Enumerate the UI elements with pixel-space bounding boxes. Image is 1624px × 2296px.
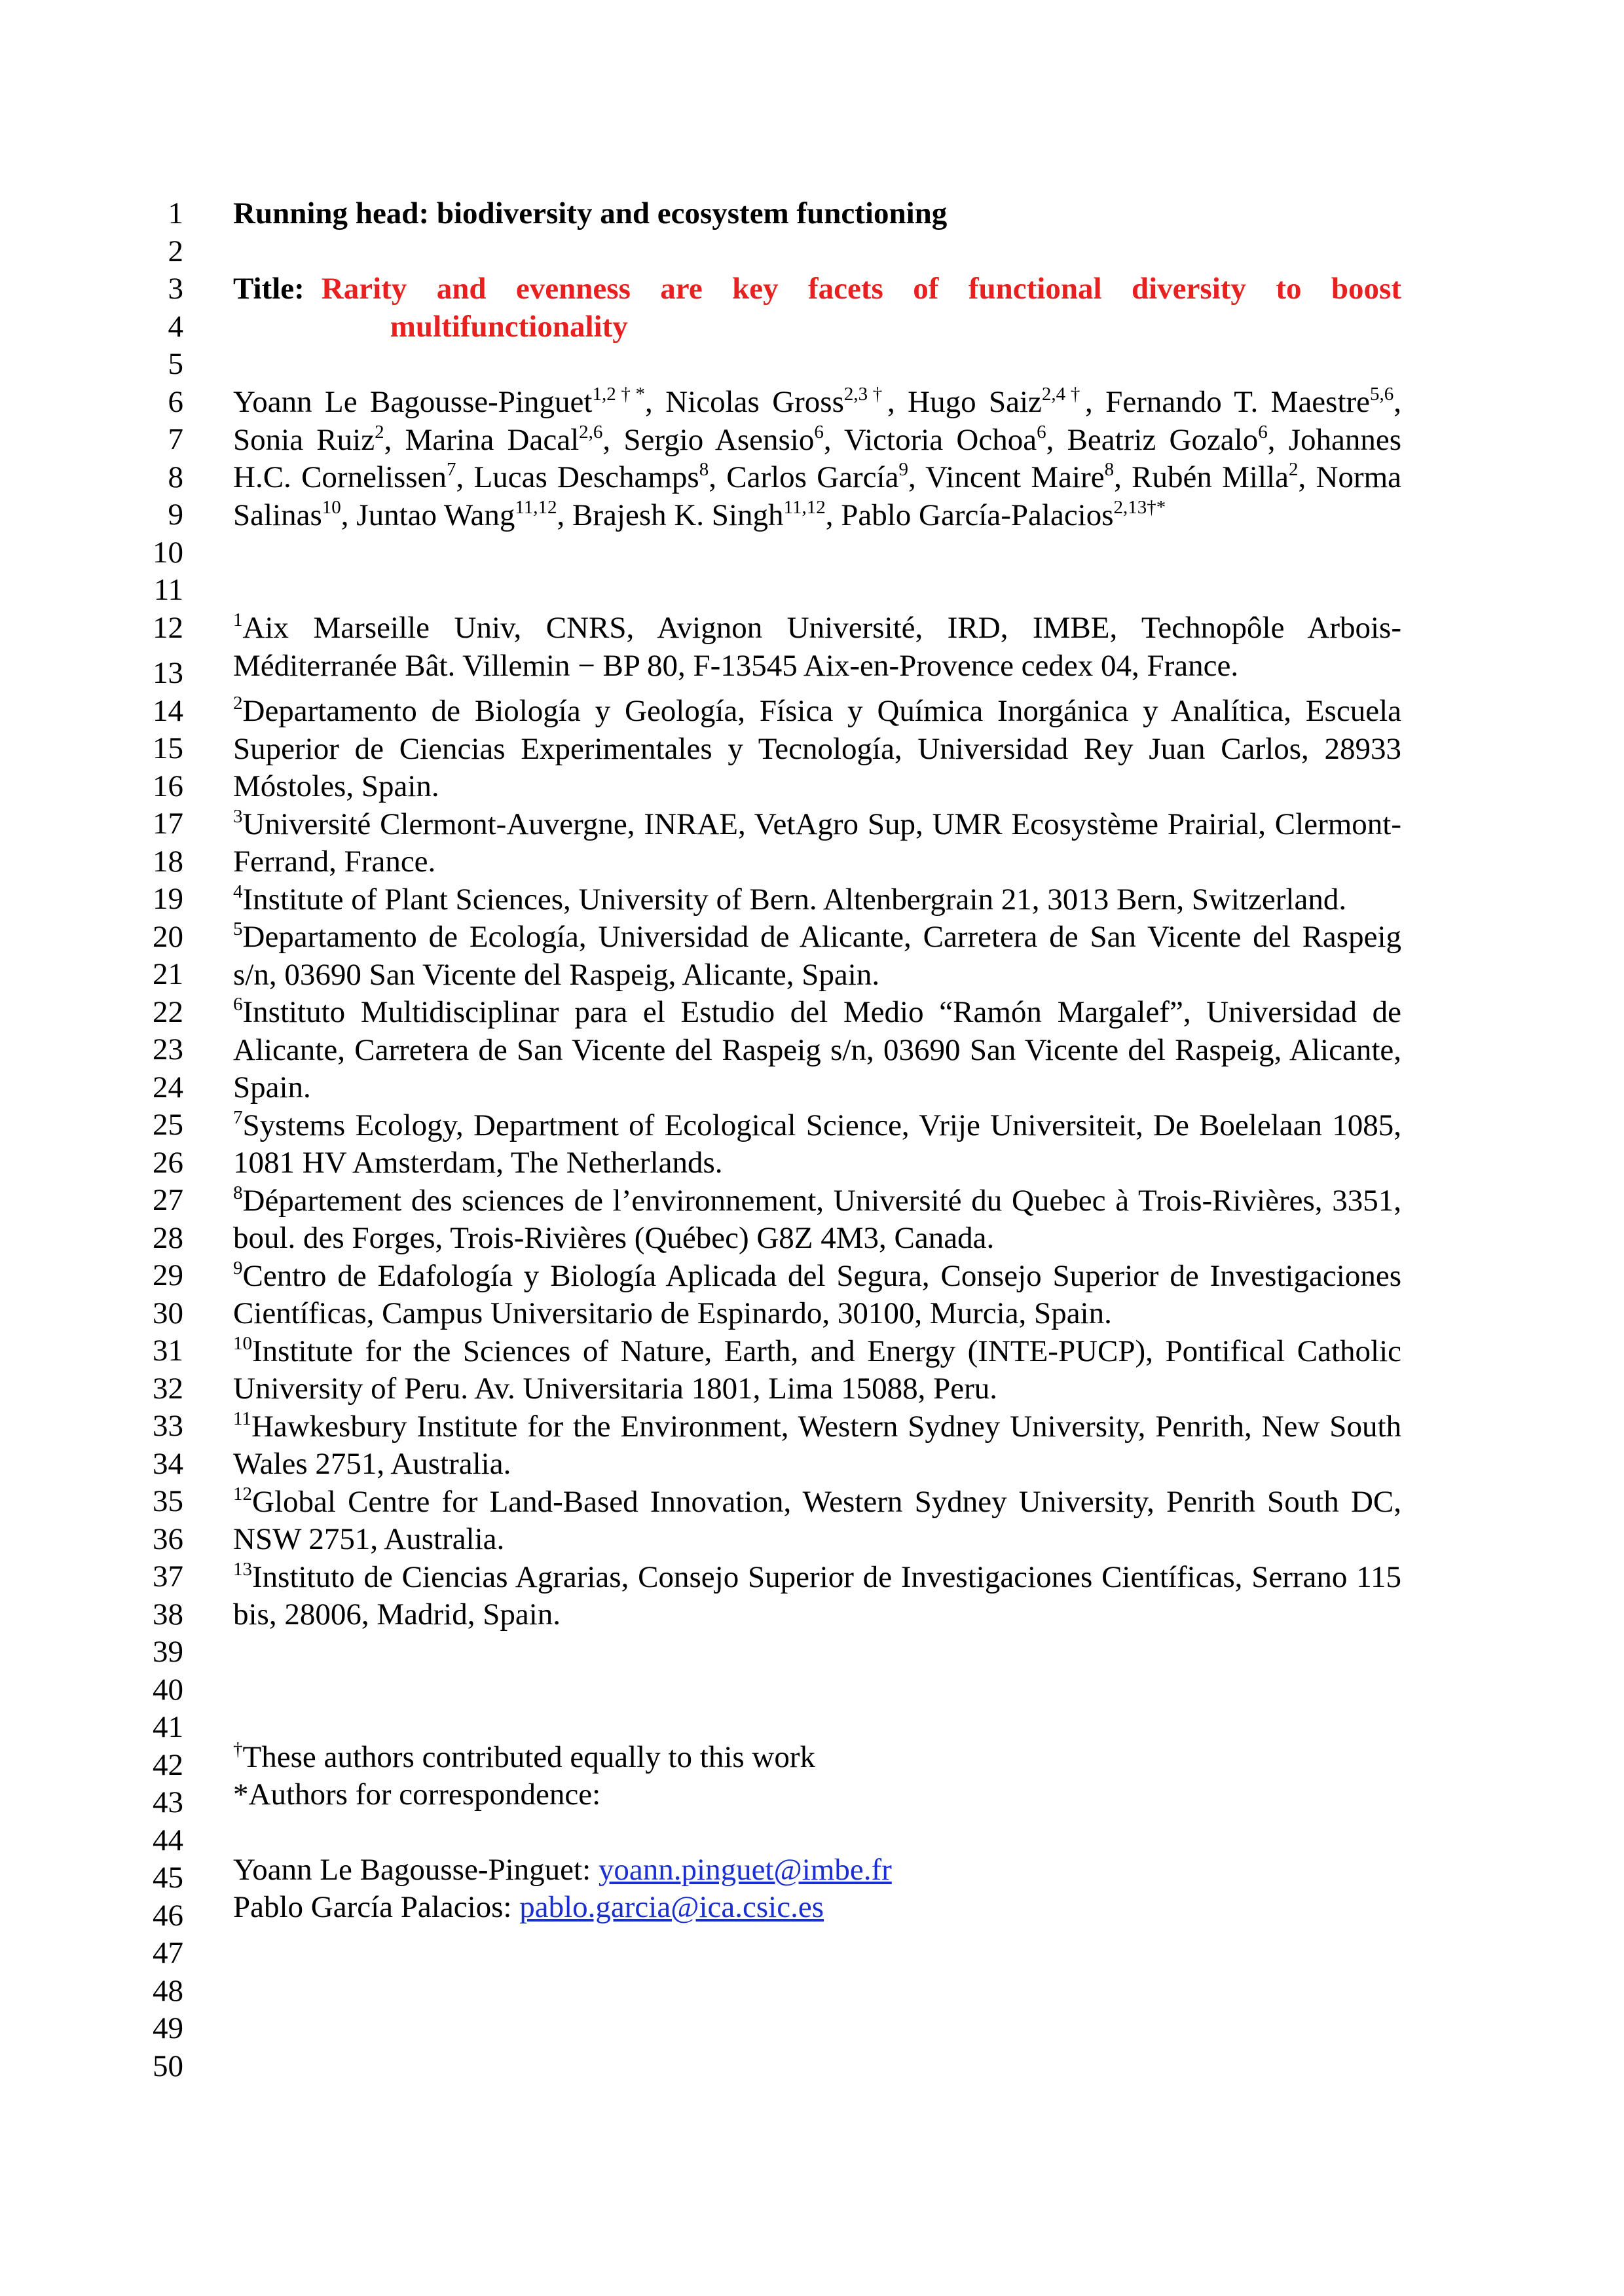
affiliation-number: 12 bbox=[233, 1483, 252, 1504]
author-list bbox=[233, 384, 1401, 534]
affiliation bbox=[233, 610, 1401, 685]
email-link[interactable]: pablo.garcia@ica.csic.es bbox=[519, 1890, 824, 1924]
affiliation-number: 13 bbox=[233, 1558, 252, 1580]
author-separator: , bbox=[1085, 385, 1106, 419]
author-separator: , bbox=[384, 422, 405, 457]
author-separator: , bbox=[341, 498, 357, 532]
line-number: 50 bbox=[153, 2049, 183, 2083]
author-name: Fernando T. Maestre bbox=[1105, 385, 1371, 419]
line-number: 34 bbox=[153, 1446, 183, 1481]
line-number: 49 bbox=[153, 2011, 183, 2045]
title-line-1: Rarity and evenness are key facets of functional diversity to boost bbox=[321, 272, 1401, 306]
line-number: 31 bbox=[153, 1334, 183, 1368]
author-affiliation-marker: 2 bbox=[1288, 459, 1299, 480]
affiliation-text: Institute for the Sciences of Nature, Earth, and Energy (INTE-PUCP), Pontifical Catholic University of Peru. Av. Universitaria 1801, Lima 15088, Peru. bbox=[233, 1334, 1401, 1406]
author-affiliation-marker: 5,6 bbox=[1370, 384, 1394, 405]
contact-name: Yoann Le Bagousse-Pinguet: bbox=[233, 1853, 599, 1887]
author-affiliation-marker: 11,12 bbox=[783, 496, 826, 518]
affiliation bbox=[233, 1408, 1401, 1484]
line-number: 22 bbox=[153, 994, 183, 1029]
author bbox=[405, 423, 624, 457]
author-name: Brajesh K. Singh bbox=[572, 498, 784, 532]
author-name: Pablo García-Palacios bbox=[841, 498, 1114, 532]
author-separator: , bbox=[602, 422, 624, 457]
line-number: 27 bbox=[153, 1183, 183, 1217]
author bbox=[1067, 423, 1289, 457]
author-name: Carlos García bbox=[726, 460, 899, 494]
affiliation bbox=[233, 919, 1401, 994]
affiliation-number: 7 bbox=[233, 1106, 243, 1128]
line-number: 4 bbox=[168, 309, 183, 344]
line-number: 12 bbox=[153, 610, 183, 645]
contact-name: Pablo García Palacios: bbox=[233, 1890, 520, 1924]
author-affiliation-marker: 2,4† bbox=[1041, 384, 1086, 405]
author-separator: , bbox=[825, 498, 841, 532]
author bbox=[726, 460, 925, 494]
author-affiliation-marker: 8 bbox=[1104, 459, 1115, 480]
line-number: 40 bbox=[153, 1672, 183, 1707]
author-affiliation-marker: 2 bbox=[375, 421, 384, 443]
author-name: Nicolas Gross bbox=[665, 385, 844, 419]
line-number: 37 bbox=[153, 1559, 183, 1594]
author-name: Rubén Milla bbox=[1132, 460, 1289, 494]
author-affiliation-marker: 2,6 bbox=[579, 421, 603, 443]
author-name: Sergio Asensio bbox=[623, 422, 815, 457]
author-affiliation-marker: 2,3† bbox=[843, 384, 887, 405]
author-separator: , bbox=[645, 385, 666, 419]
affiliation bbox=[233, 1182, 1401, 1258]
line-number: 36 bbox=[153, 1522, 183, 1556]
affiliation-number: 8 bbox=[233, 1182, 243, 1203]
author-name: Juntao Wang bbox=[356, 498, 515, 532]
affiliation-number: 6 bbox=[233, 994, 243, 1015]
author bbox=[623, 423, 844, 457]
author-name: Sonia Ruiz bbox=[233, 422, 375, 457]
author bbox=[233, 423, 405, 457]
line-number: 15 bbox=[153, 731, 183, 765]
author-name: Yoann Le Bagousse-Pinguet bbox=[233, 385, 593, 419]
line-number: 28 bbox=[153, 1220, 183, 1255]
author-separator: , bbox=[1046, 422, 1067, 457]
affiliation-number: 9 bbox=[233, 1257, 243, 1279]
line-number: 46 bbox=[153, 1898, 183, 1933]
author bbox=[572, 498, 841, 532]
author bbox=[844, 423, 1067, 457]
line-number: 35 bbox=[153, 1484, 183, 1518]
line-number: 38 bbox=[153, 1597, 183, 1631]
author-name: Lucas Deschamps bbox=[473, 460, 699, 494]
affiliation bbox=[233, 994, 1401, 1107]
line-number: 1 bbox=[168, 196, 183, 230]
line-number: 23 bbox=[153, 1032, 183, 1066]
author-separator: , bbox=[1298, 460, 1316, 494]
author bbox=[841, 498, 1166, 532]
author-separator: , bbox=[456, 460, 474, 494]
author-affiliation-marker: 6 bbox=[814, 421, 824, 443]
affiliation-text: Departamento de Biología y Geología, Física y Química Inorgánica y Analítica, Escuela Superior de Ciencias Experimentales y Tecnología, Universidad Rey Juan Carlos, 28933 Móstoles, Spain. bbox=[233, 694, 1401, 803]
email-link[interactable]: yoann.pinguet@imbe.fr bbox=[598, 1853, 892, 1887]
equal-contribution-text: These authors contributed equally to this work bbox=[242, 1740, 816, 1774]
line-number: 26 bbox=[153, 1145, 183, 1180]
author-separator: , bbox=[1393, 385, 1402, 419]
affiliation-text: Centro de Edafología y Biología Aplicada del Segura, Consejo Superior de Investigaciones Científicas, Campus Universitario de Espinardo, 30100, Murcia, Spain. bbox=[233, 1258, 1401, 1330]
author-affiliation-marker: 8 bbox=[699, 459, 709, 480]
line-number: 17 bbox=[153, 807, 183, 841]
line-number: 5 bbox=[168, 347, 183, 381]
affiliation-text: Institute of Plant Sciences, University of Bern. Altenbergrain 21, 3013 Bern, Switzerland. bbox=[242, 882, 1347, 917]
affiliation-number: 5 bbox=[233, 919, 243, 939]
affiliation bbox=[233, 693, 1401, 806]
affiliation-text: Global Centre for Land-Based Innovation, Western Sydney University, Penrith South DC, NSW 2751, Australia. bbox=[233, 1484, 1401, 1556]
affiliation-list bbox=[233, 610, 1401, 1634]
affiliation-text: Instituto de Ciencias Agrarias, Consejo Superior de Investigaciones Científicas, Serrano 115 bis, 28006, Madrid, Spain. bbox=[233, 1559, 1401, 1631]
line-number: 39 bbox=[153, 1635, 183, 1669]
line-number: 2 bbox=[168, 234, 183, 268]
contact-2 bbox=[233, 1889, 1401, 1927]
affiliation-number: 11 bbox=[233, 1408, 251, 1429]
author bbox=[233, 385, 665, 419]
author bbox=[474, 460, 727, 494]
author-separator: , bbox=[823, 422, 844, 457]
line-number: 7 bbox=[168, 422, 183, 456]
equal-contribution-note bbox=[233, 1739, 1401, 1777]
author-separator: , bbox=[1114, 460, 1132, 494]
line-number: 13 bbox=[153, 656, 183, 690]
line-number: 21 bbox=[153, 957, 183, 991]
author-name: Vincent Maire bbox=[925, 460, 1105, 494]
line-number: 44 bbox=[153, 1823, 183, 1857]
affiliation-text: Département des sciences de l’environnement, Université du Quebec à Trois-Rivières, 3351, boul. des Forges, Trois-Rivières (Québec) G8Z 4M3, Canada. bbox=[233, 1183, 1401, 1255]
author-separator: , bbox=[1267, 422, 1289, 457]
line-number: 3 bbox=[168, 272, 183, 306]
author bbox=[1105, 385, 1401, 419]
line-number: 41 bbox=[153, 1710, 183, 1744]
line-number: 29 bbox=[153, 1258, 183, 1292]
dagger-mark: † bbox=[233, 1739, 243, 1760]
line-number: 9 bbox=[168, 498, 183, 532]
author-name: Johannes H.C. Cornelissen bbox=[233, 422, 1402, 494]
author-affiliation-marker: 2,13†* bbox=[1113, 496, 1166, 518]
line-number: 47 bbox=[153, 1936, 183, 1970]
affiliation-text: Systems Ecology, Department of Ecological Science, Vrije Universiteit, De Boelelaan 1085, 1081 HV Amsterdam, The Netherlands. bbox=[233, 1108, 1401, 1180]
author-affiliation-marker: 10 bbox=[322, 496, 341, 518]
affiliation bbox=[233, 806, 1401, 881]
affiliation-number: 1 bbox=[233, 610, 243, 630]
line-number: 24 bbox=[153, 1070, 183, 1104]
line-number: 45 bbox=[153, 1861, 183, 1895]
line-number: 20 bbox=[153, 919, 183, 954]
author-separator: , bbox=[709, 460, 727, 494]
affiliation-number: 4 bbox=[233, 881, 243, 902]
author-affiliation-marker: 7 bbox=[447, 459, 456, 480]
affiliation-text: Université Clermont-Auvergne, INRAE, VetAgro Sup, UMR Ecosystème Prairial, Clermont-Ferrand, France. bbox=[233, 807, 1401, 879]
affiliation bbox=[233, 1333, 1401, 1408]
affiliation-text: Hawkesbury Institute for the Environment, Western Sydney University, Penrith, New South Wales 2751, Australia. bbox=[233, 1409, 1401, 1481]
affiliation bbox=[233, 881, 1401, 919]
affiliation-text: Departamento de Ecología, Universidad de Alicante, Carretera de San Vicente del Raspeig s/n, 03690 San Vicente del Raspeig, Alicante, Spain. bbox=[233, 920, 1401, 992]
line-number: 43 bbox=[153, 1785, 183, 1819]
line-number: 25 bbox=[153, 1108, 183, 1142]
line-number: 18 bbox=[153, 844, 183, 879]
affiliation bbox=[233, 1484, 1401, 1559]
author-affiliation-marker: 9 bbox=[898, 459, 908, 480]
line-number: 11 bbox=[153, 573, 183, 607]
line-number: 6 bbox=[168, 384, 183, 419]
line-number: 19 bbox=[153, 882, 183, 916]
author bbox=[1132, 460, 1316, 494]
author-affiliation-marker: 6 bbox=[1258, 421, 1268, 443]
line-number: 14 bbox=[153, 693, 183, 728]
author-separator: , bbox=[887, 385, 908, 419]
author bbox=[665, 385, 908, 419]
author-affiliation-marker: 1,2†* bbox=[592, 384, 646, 405]
author bbox=[925, 460, 1132, 494]
author-name: Norma Salinas bbox=[233, 460, 1402, 532]
line-number: 33 bbox=[153, 1409, 183, 1443]
title-block bbox=[233, 270, 1401, 346]
author bbox=[908, 385, 1105, 419]
line-number: 16 bbox=[153, 769, 183, 803]
author-affiliation-marker: 6 bbox=[1037, 421, 1046, 443]
line-number: 32 bbox=[153, 1371, 183, 1406]
affiliation-number: 3 bbox=[233, 805, 243, 827]
author-separator: , bbox=[557, 498, 573, 532]
affiliation-text: Aix Marseille Univ, CNRS, Avignon Université, IRD, IMBE, Technopôle Arbois-Méditerranée Bât. Villemin − BP 80, F-13545 Aix-en-Provence cedex 04, France. bbox=[233, 611, 1401, 683]
author-name: Hugo Saiz bbox=[908, 385, 1042, 419]
line-number: 42 bbox=[153, 1747, 183, 1782]
title-label: Title: bbox=[233, 272, 304, 306]
line-number: 48 bbox=[153, 1973, 183, 2008]
author-name: Victoria Ochoa bbox=[843, 422, 1037, 457]
title-line-2: multifunctionality bbox=[390, 309, 628, 344]
affiliation bbox=[233, 1258, 1401, 1333]
author bbox=[356, 498, 572, 532]
affiliation bbox=[233, 1107, 1401, 1182]
affiliation bbox=[233, 1559, 1401, 1634]
contact-1 bbox=[233, 1851, 1401, 1889]
correspondence-label: *Authors for correspondence: bbox=[233, 1777, 601, 1812]
author-affiliation-marker: 11,12 bbox=[515, 496, 557, 518]
running-head: Running head: biodiversity and ecosystem functioning bbox=[233, 196, 948, 230]
affiliation-text: Instituto Multidisciplinar para el Estudio del Medio “Ramón Margalef”, Universidad de Alicante, Carretera de San Vicente del Raspeig s/n, 03690 San Vicente del Raspeig, Alicante, Spain. bbox=[233, 995, 1401, 1104]
author-separator: , bbox=[908, 460, 926, 494]
author-name: Beatriz Gozalo bbox=[1067, 422, 1259, 457]
line-number: 10 bbox=[153, 535, 183, 570]
affiliation-number: 2 bbox=[233, 693, 243, 714]
affiliation-number: 10 bbox=[233, 1332, 252, 1354]
line-number: 8 bbox=[168, 460, 183, 494]
author-name: Marina Dacal bbox=[405, 422, 580, 457]
line-number: 30 bbox=[153, 1296, 183, 1330]
